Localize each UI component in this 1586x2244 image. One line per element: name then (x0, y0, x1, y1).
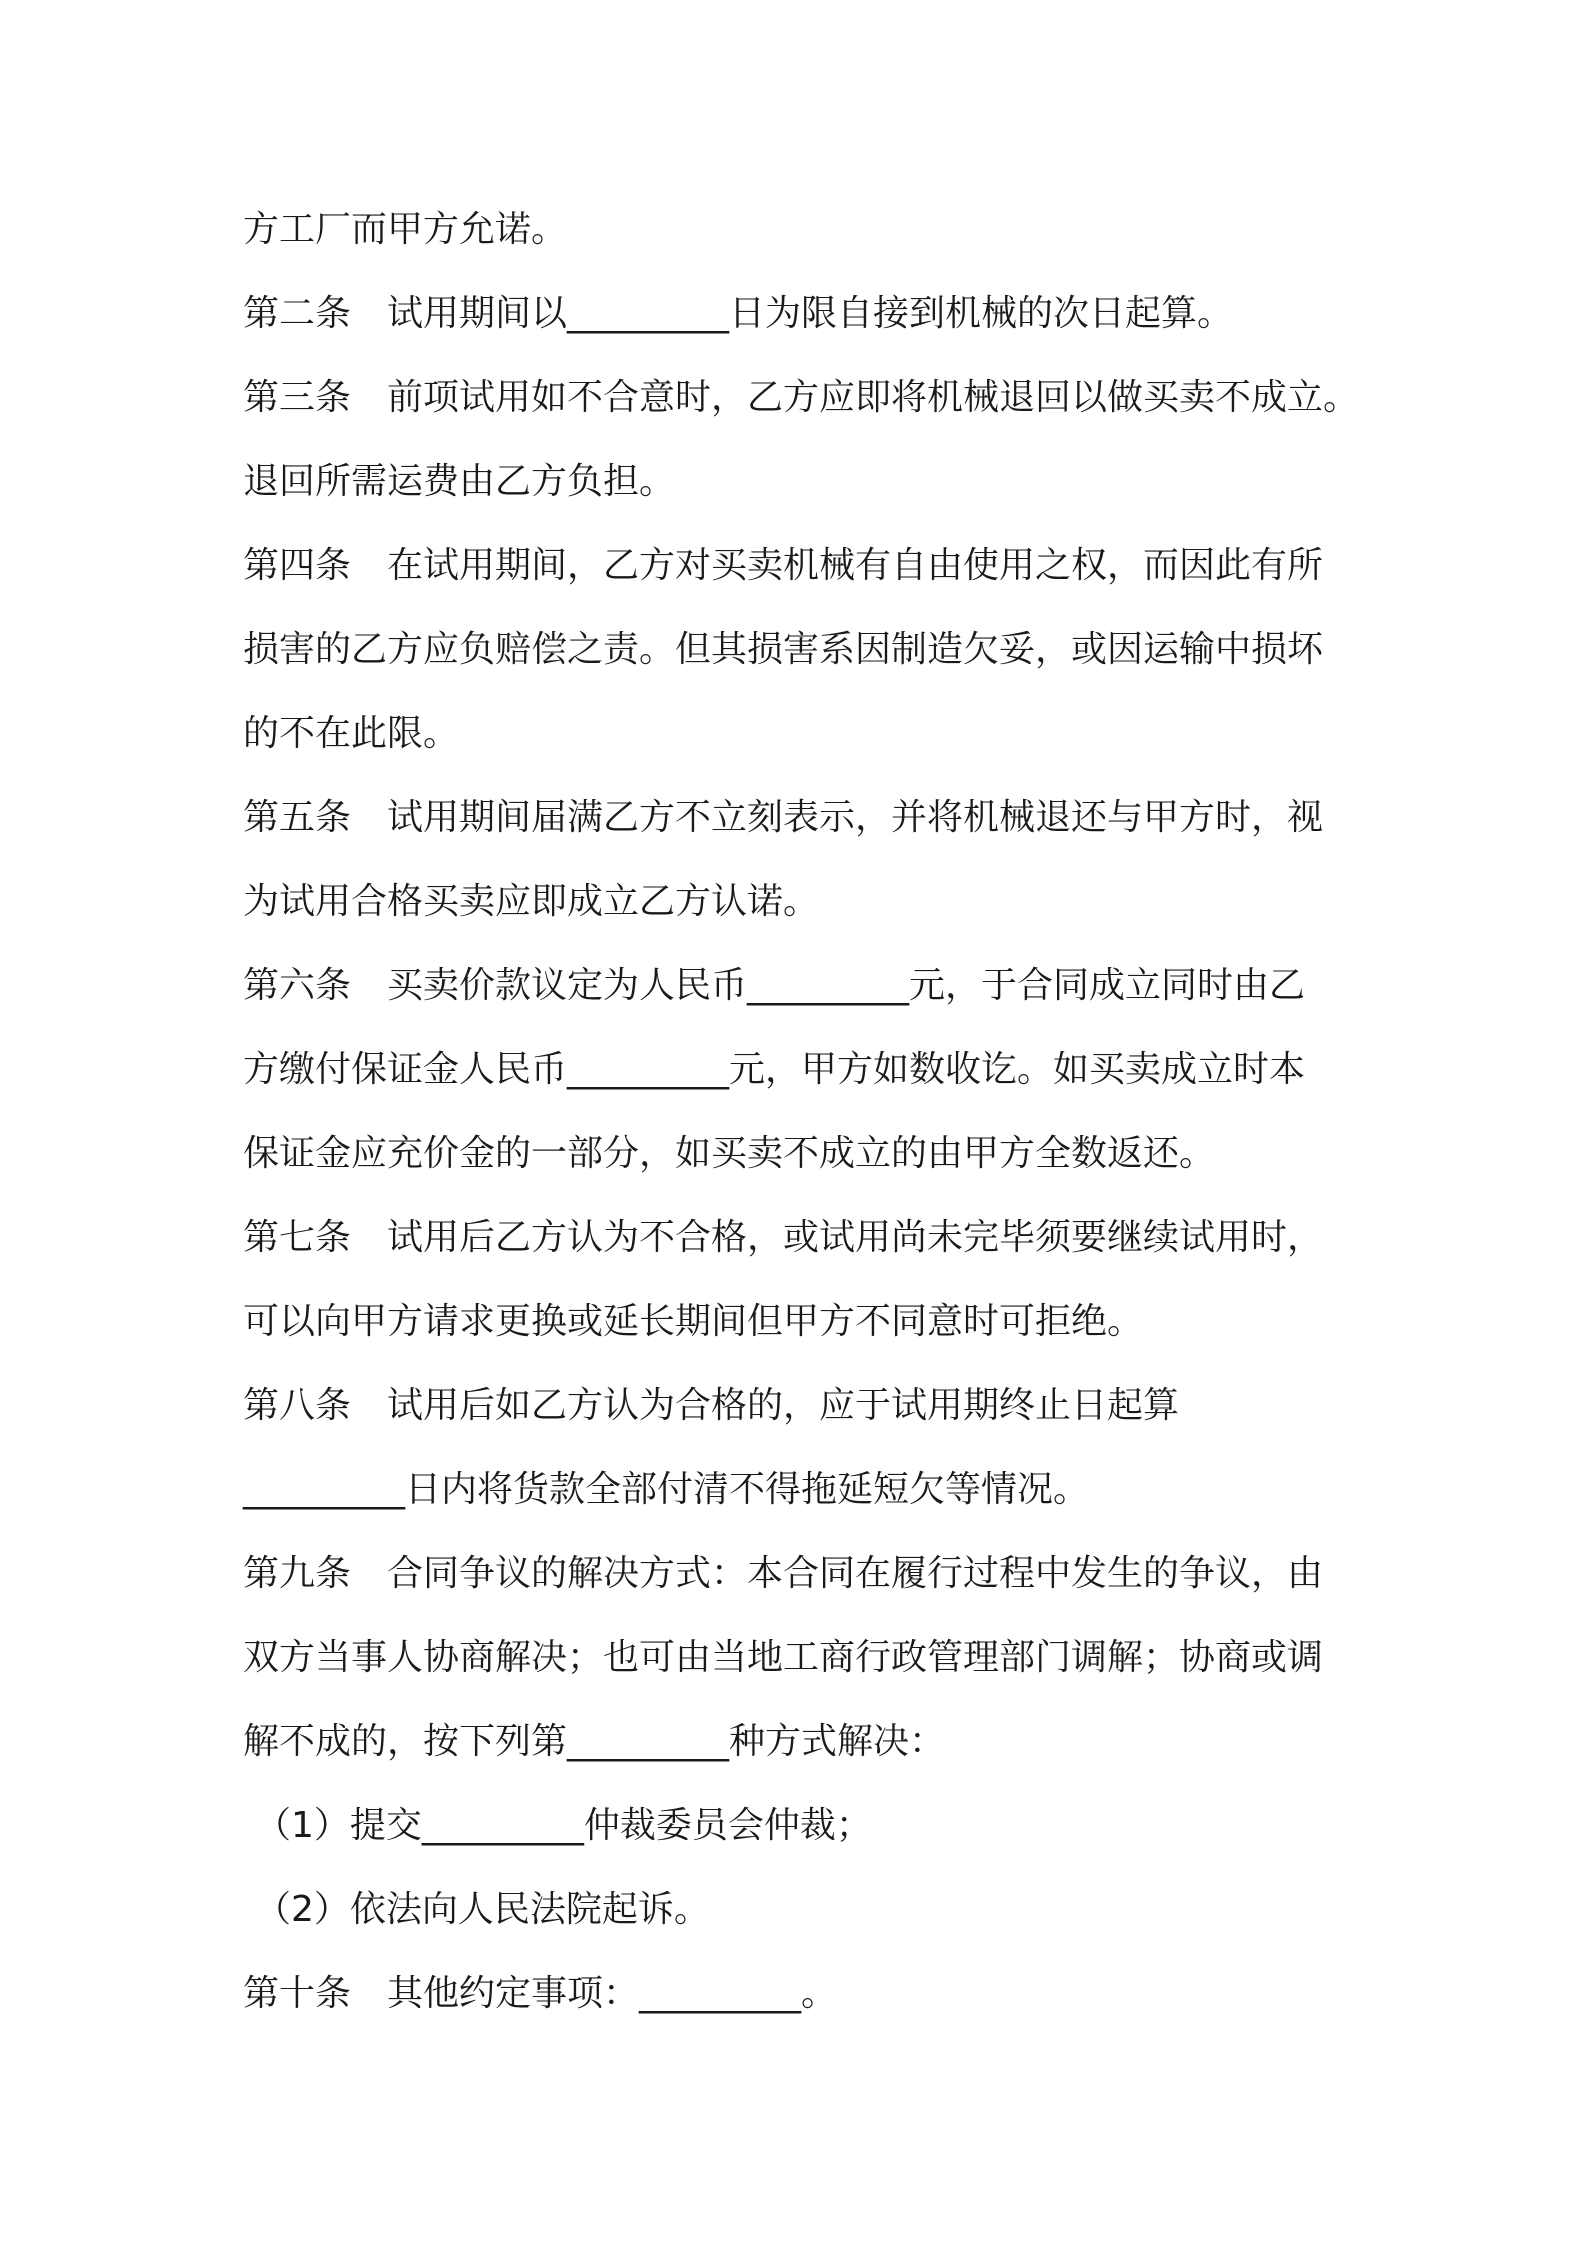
option-1: （1）提交_________仲裁委员会仲裁； (255, 1805, 872, 1846)
text-line: 方工厂而甲方允诺。 (243, 209, 568, 250)
clause-3: 第三条 前项试用如不合意时，乙方应即将机械退回以做买卖不成立。 (243, 377, 1360, 418)
text-line: 解不成的，按下列第_________种方式解决： (243, 1721, 946, 1762)
clause-8: 第八条 试用后如乙方认为合格的，应于试用期终止日起算 (243, 1385, 1180, 1426)
text-line: _________日内将货款全部付清不得拖延短欠等情况。 (243, 1469, 1090, 1510)
clause-5: 第五条 试用期间届满乙方不立刻表示，并将机械退还与甲方时，视 (243, 797, 1324, 838)
clause-7: 第七条 试用后乙方认为不合格，或试用尚未完毕须要继续试用时， (243, 1217, 1324, 1258)
text-line: 保证金应充价金的一部分，如买卖不成立的由甲方全数返还。 (243, 1133, 1216, 1174)
text-line: 可以向甲方请求更换或延长期间但甲方不同意时可拒绝。 (243, 1301, 1144, 1342)
text-line: 双方当事人协商解决；也可由当地工商行政管理部门调解；协商或调 (243, 1637, 1324, 1678)
text-line: 损害的乙方应负赔偿之责。但其损害系因制造欠妥，或因运输中损坏 (243, 629, 1324, 670)
text-line: 的不在此限。 (243, 713, 460, 754)
text-line: 方缴付保证金人民币_________元，甲方如数收讫。如买卖成立时本 (243, 1049, 1306, 1090)
clause-6: 第六条 买卖价款议定为人民币_________元，于合同成立同时由乙 (243, 965, 1306, 1006)
clause-10: 第十条 其他约定事项：_________。 (243, 1973, 838, 2014)
text-line: 为试用合格买卖应即成立乙方认诺。 (243, 881, 820, 922)
clause-4: 第四条 在试用期间，乙方对买卖机械有自由使用之权，而因此有所 (243, 545, 1324, 586)
clause-9: 第九条 合同争议的解决方式：本合同在履行过程中发生的争议，由 (243, 1553, 1324, 1594)
clause-2: 第二条 试用期间以_________日为限自接到机械的次日起算。 (243, 293, 1234, 334)
option-2: （2）依法向人民法院起诉。 (255, 1889, 710, 1930)
text-line: 退回所需运费由乙方负担。 (243, 461, 676, 502)
